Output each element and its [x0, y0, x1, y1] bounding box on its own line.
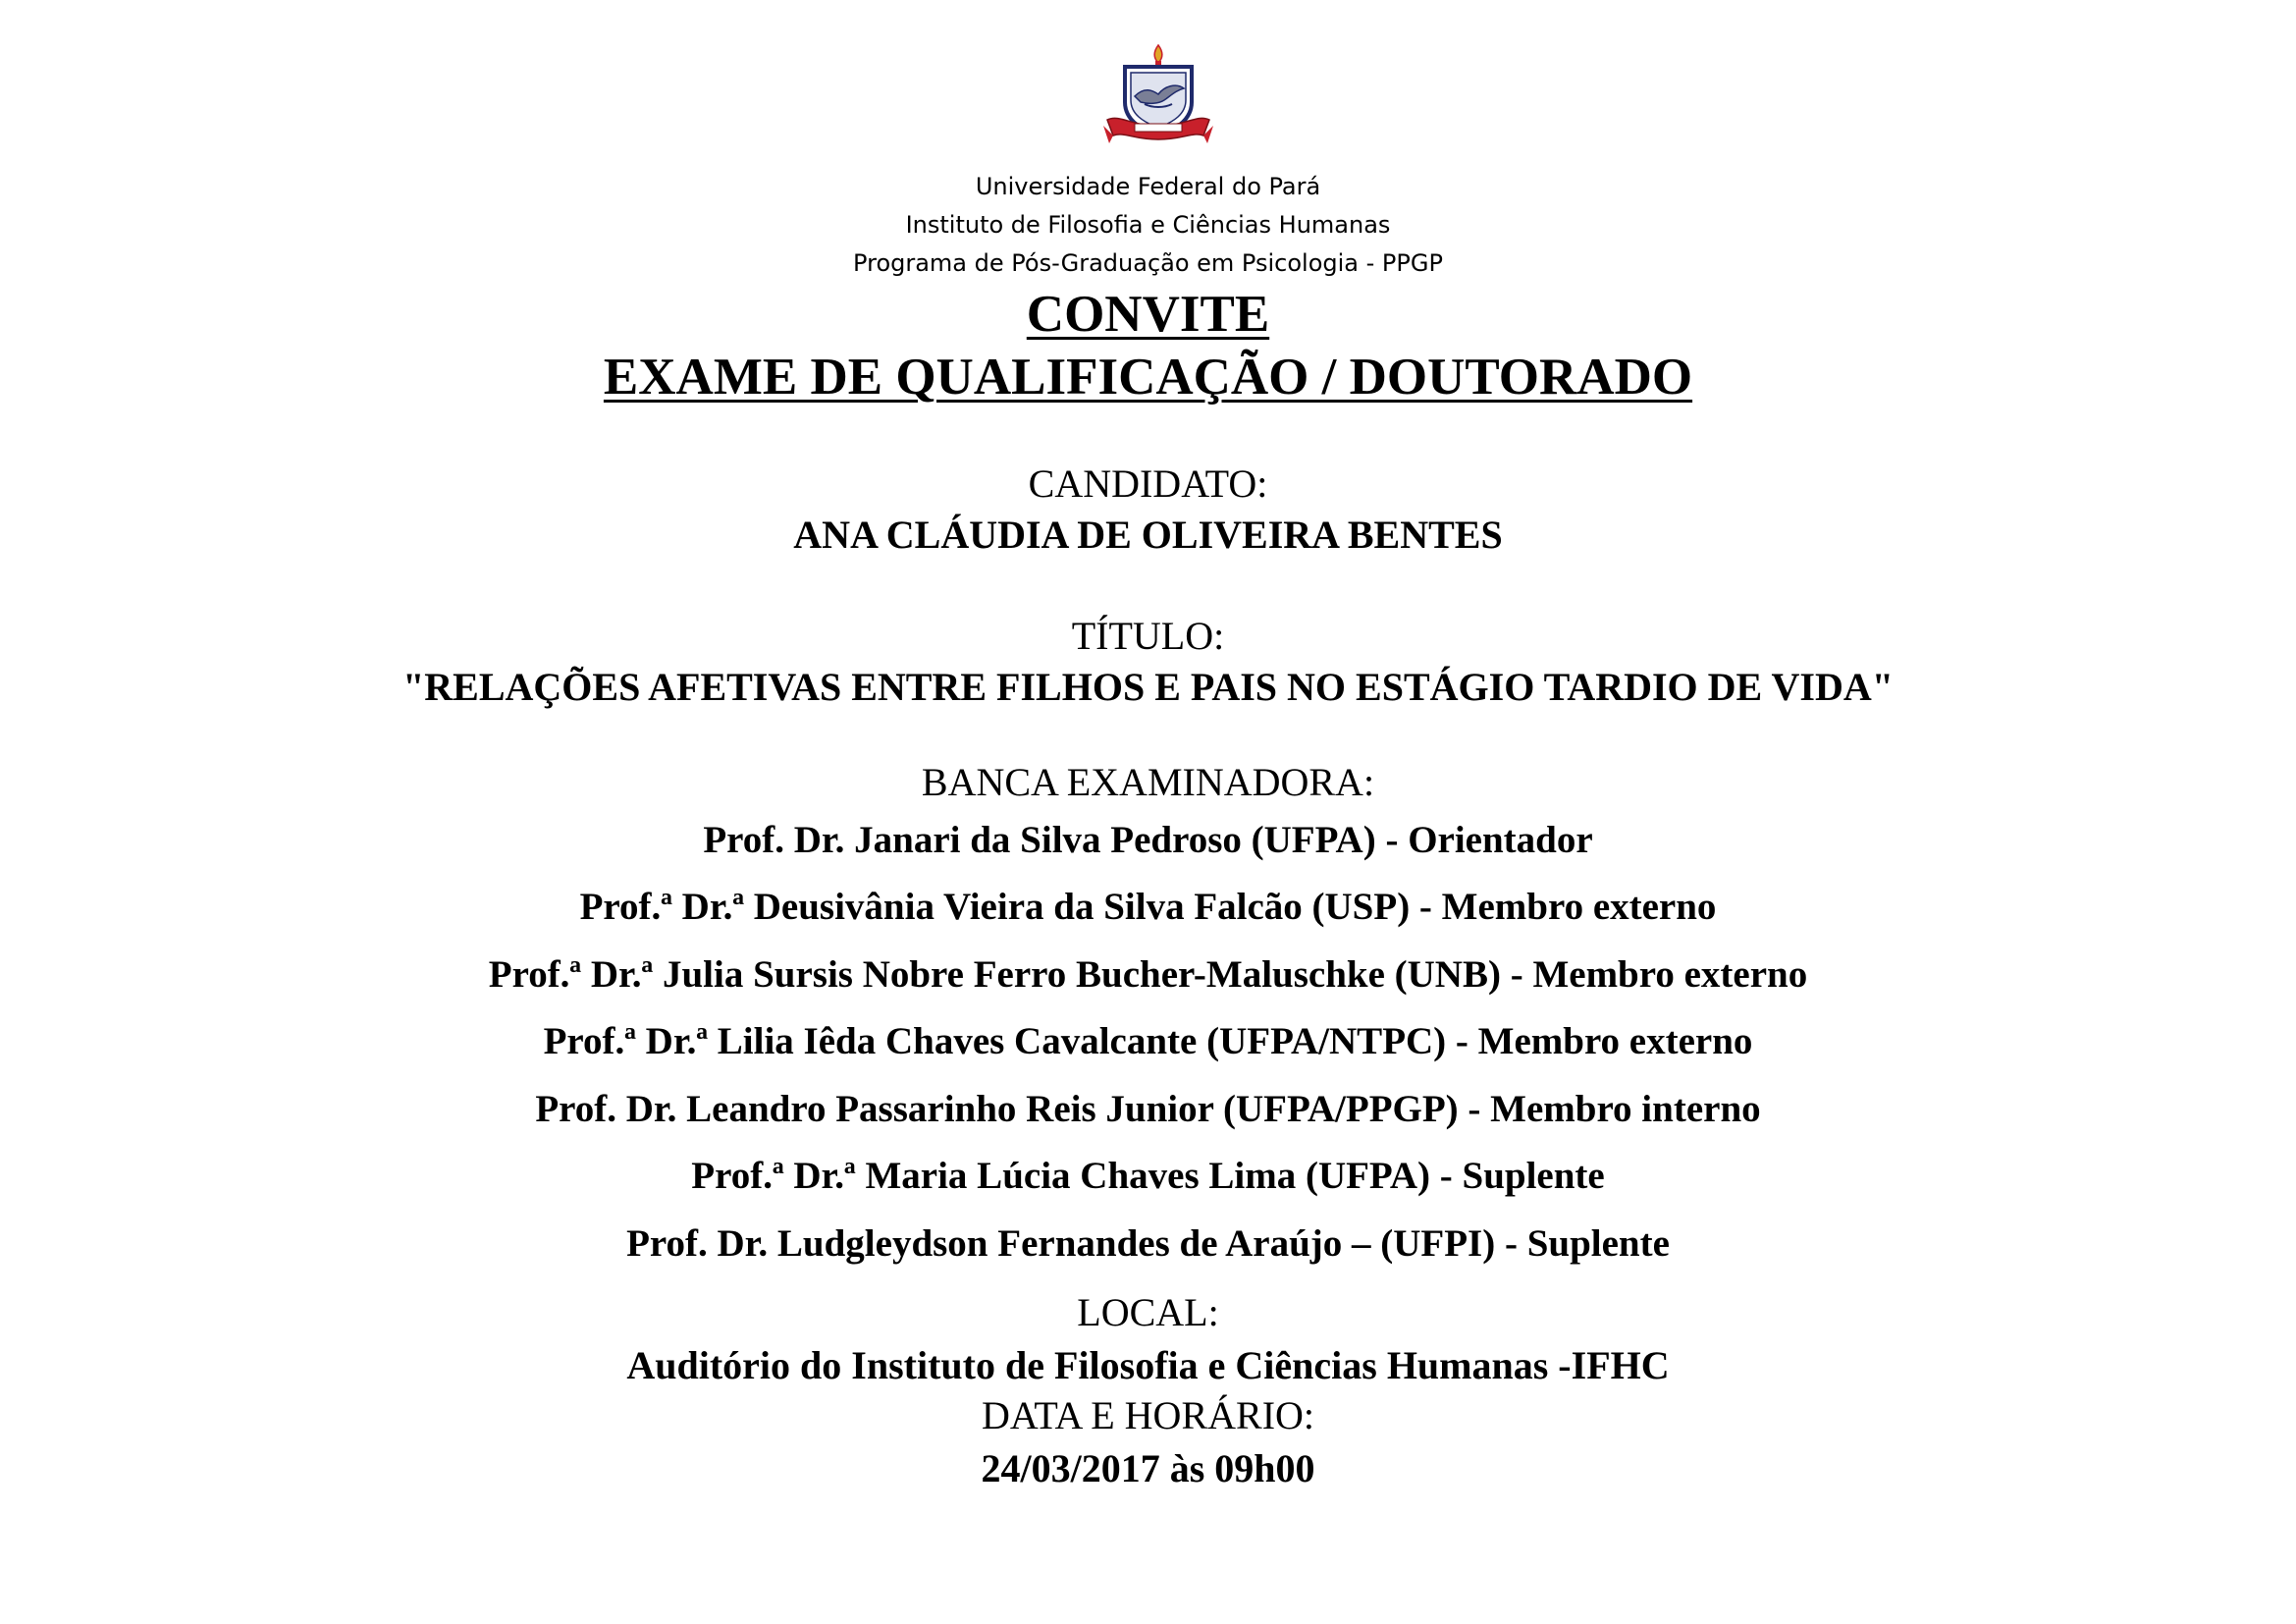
thesis-label: TÍTULO: [1071, 614, 1225, 658]
candidate-name: ANA CLÁUDIA DE OLIVEIRA BENTES [793, 513, 1503, 557]
committee-member: Prof.ª Dr.ª Maria Lúcia Chaves Lima (UFPA) - Suplente [691, 1155, 1605, 1197]
committee-member: Prof. Dr. Janari da Silva Pedroso (UFPA) - Orientador [703, 819, 1593, 861]
location-label: LOCAL: [1077, 1290, 1219, 1334]
datetime-value: 24/03/2017 às 09h00 [981, 1446, 1315, 1490]
thesis-title: "RELAÇÕES AFETIVAS ENTRE FILHOS E PAIS NO ESTÁGIO TARDIO DE VIDA" [402, 665, 1894, 709]
exam-title: EXAME DE QUALIFICAÇÃO / DOUTORADO [603, 349, 1693, 406]
program-name: Programa de Pós-Graduação em Psicologia - PPGP [853, 249, 1443, 277]
committee-member: Prof. Dr. Leandro Passarinho Reis Junior (UFPA/PPGP) - Membro interno [535, 1088, 1761, 1130]
datetime-label: DATA E HORÁRIO: [981, 1393, 1315, 1437]
university-seal-icon [1101, 41, 1215, 153]
university-name: Universidade Federal do Pará [975, 173, 1321, 200]
committee-member: Prof.ª Dr.ª Julia Sursis Nobre Ferro Bucher-Maluschke (UNB) - Membro externo [488, 953, 1808, 996]
committee-member: Prof.ª Dr.ª Lilia Iêda Chaves Cavalcante (UFPA/NTPC) - Membro externo [543, 1020, 1753, 1062]
committee-member: Prof.ª Dr.ª Deusivânia Vieira da Silva Falcão (USP) - Membro externo [579, 886, 1717, 928]
committee-label: BANCA EXAMINADORA: [921, 760, 1375, 804]
candidate-label: CANDIDATO: [1028, 461, 1268, 506]
location-value: Auditório do Instituto de Filosofia e Ciências Humanas -IFHC [626, 1343, 1670, 1387]
committee-member: Prof. Dr. Ludgleydson Fernandes de Araújo – (UFPI) - Suplente [626, 1222, 1670, 1265]
invite-title: CONVITE [1026, 286, 1270, 343]
institute-name: Instituto de Filosofia e Ciências Humanas [905, 211, 1391, 239]
